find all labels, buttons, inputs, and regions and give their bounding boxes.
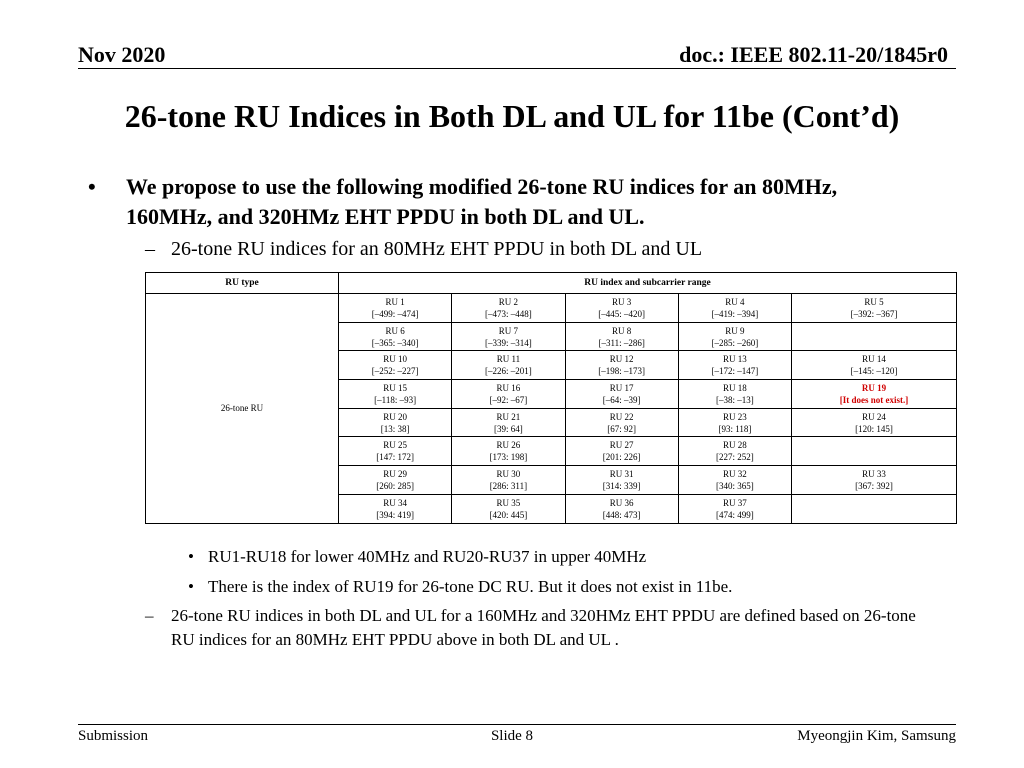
ru-subcarrier-range: [–38: –13]	[716, 394, 754, 405]
table-row	[146, 294, 957, 323]
ru-name: RU 4	[725, 296, 745, 307]
ru-cell	[452, 466, 565, 495]
ru-cell	[452, 322, 565, 351]
ru-subcarrier-range: [It does not exist.]	[839, 394, 909, 405]
ru-cell	[565, 408, 678, 437]
ru-cell	[452, 351, 565, 380]
ru-name: RU 2	[498, 296, 519, 307]
ru-name: RU 28	[723, 440, 747, 451]
ru-name: RU 30	[496, 468, 521, 479]
table-body	[146, 294, 957, 524]
ru-cell	[792, 380, 957, 409]
ru-subcarrier-range: [–226: –201]	[485, 366, 532, 377]
note-item	[188, 546, 646, 568]
ru-name: RU 23	[723, 411, 747, 422]
ru-name: RU 12	[609, 354, 634, 365]
sub-bullet-final	[145, 604, 935, 652]
ru-subcarrier-range: [39: 64]	[494, 423, 523, 434]
footer-divider	[78, 724, 956, 725]
footer-submission: Submission	[78, 728, 149, 744]
dash-icon: –	[145, 606, 154, 625]
ru-subcarrier-range: [–64: –39]	[602, 394, 641, 405]
footer-author: Myeongjin Kim, Samsung	[797, 728, 956, 744]
ru-name: RU 35	[496, 497, 521, 508]
ru-cell	[565, 294, 678, 323]
ru-cell	[678, 351, 791, 380]
ru-cell	[792, 408, 957, 437]
ru-subcarrier-range: [286: 311]	[489, 480, 528, 491]
ru-name: RU 27	[609, 440, 634, 451]
ru-name: RU 1	[385, 296, 405, 307]
ru-subcarrier-range: [67: 92]	[607, 423, 637, 434]
ru-name: RU 6	[385, 325, 405, 336]
ru-subcarrier-range: [–311: –286]	[598, 337, 645, 348]
ru-cell	[792, 437, 957, 466]
ru-name: RU 20	[383, 411, 408, 422]
ru-cell	[452, 437, 565, 466]
ru-subcarrier-range: [–285: –260]	[711, 337, 759, 348]
ru-subcarrier-range: [–473: –448]	[485, 308, 532, 319]
ru-subcarrier-range: [394: 419]	[376, 509, 414, 520]
ru-cell	[565, 351, 678, 380]
ru-cell	[339, 494, 452, 523]
ru-subcarrier-range: [–145: –120]	[850, 366, 898, 377]
ru-cell	[339, 294, 452, 323]
ru-subcarrier-range: [314: 339]	[602, 480, 641, 491]
bullet-dot-icon: •	[188, 577, 194, 596]
ru-index-table	[145, 272, 957, 524]
ru-name: RU 11	[496, 354, 521, 365]
ru-name: RU 34	[383, 497, 408, 508]
ru-cell	[565, 437, 678, 466]
ru-name: RU 18	[723, 382, 747, 393]
col-header-ru-index: RU index and subcarrier range	[339, 273, 957, 294]
note-item	[188, 576, 732, 598]
ru-name: RU 33	[862, 468, 886, 479]
header-date: Nov 2020	[78, 42, 166, 67]
ru-subcarrier-range: [93: 118]	[718, 423, 752, 434]
ru-subcarrier-range: [448: 473]	[602, 509, 641, 520]
ru-name: RU 24	[862, 411, 886, 422]
ru-name: RU 16	[496, 382, 521, 393]
table-header-row	[146, 273, 957, 294]
ru-subcarrier-range: [–252: –227]	[371, 366, 419, 377]
ru-cell	[678, 322, 791, 351]
ru-subcarrier-range: [–365: –340]	[371, 337, 419, 348]
header-divider	[78, 68, 956, 69]
ru-cell	[452, 380, 565, 409]
main-bullet-text: We propose to use the following modified 26-tone RU indices for an 80MHz, 160MHz, and 320HMz EHT PPDU in both DL and UL.	[126, 174, 838, 229]
ru-subcarrier-range: [–392: –367]	[850, 308, 898, 319]
ru-cell	[339, 380, 452, 409]
ru-name: RU 31	[609, 468, 634, 479]
ru-cell	[339, 322, 452, 351]
footer-slide-number: Slide 8	[490, 728, 534, 744]
bullet-dot-icon: •	[188, 547, 194, 566]
ru-cell	[792, 466, 957, 495]
header-doc-id: doc.: IEEE 802.11-20/1845r0	[679, 42, 948, 67]
ru-subcarrier-range: [–172: –147]	[711, 366, 759, 377]
dash-icon: –	[145, 238, 155, 260]
main-bullet	[88, 172, 888, 232]
ru-cell	[339, 351, 452, 380]
ru-name: RU 3	[612, 296, 632, 307]
ru-cell	[452, 294, 565, 323]
slide-title: 26-tone RU Indices in Both DL and UL for 11be (Cont’d)	[124, 98, 900, 134]
ru-cell	[339, 408, 452, 437]
ru-subcarrier-range: [–198: –173]	[598, 366, 646, 377]
ru-subcarrier-range: [–339: –314]	[485, 337, 532, 348]
ru-subcarrier-range: [–419: –394]	[711, 308, 759, 319]
note-text: RU1-RU18 for lower 40MHz and RU20-RU37 in upper 40MHz	[208, 547, 647, 566]
ru-subcarrier-range: [–445: –420]	[598, 308, 646, 319]
ru-cell	[792, 351, 957, 380]
ru-cell	[452, 494, 565, 523]
sub-bullet-heading-text: 26-tone RU indices for an 80MHz EHT PPDU in both DL and UL	[171, 238, 703, 260]
ru-subcarrier-range: [227: 252]	[716, 452, 754, 463]
ru-cell	[565, 380, 678, 409]
ru-cell	[565, 466, 678, 495]
ru-name: RU 32	[723, 468, 747, 479]
ru-subcarrier-range: [474: 499]	[716, 509, 754, 520]
ru-name: RU 36	[609, 497, 634, 508]
ru-name: RU 29	[383, 468, 408, 479]
ru-name: RU 15	[383, 382, 408, 393]
col-header-ru-type: RU type	[146, 273, 339, 294]
ru-subcarrier-range: [173: 198]	[489, 452, 528, 463]
ru-cell	[792, 322, 957, 351]
ru-name: RU 25	[383, 440, 408, 451]
ru-name: RU 19	[861, 382, 887, 393]
ru-subcarrier-range: [340: 365]	[716, 480, 754, 491]
ru-cell	[678, 494, 791, 523]
ru-cell	[678, 294, 791, 323]
ru-cell	[452, 408, 565, 437]
ru-name: RU 9	[725, 325, 745, 336]
ru-name: RU 5	[864, 296, 884, 307]
ru-name: RU 14	[862, 354, 886, 365]
ru-cell	[339, 437, 452, 466]
note-text: There is the index of RU19 for 26-tone DC RU. But it does not exist in 11be.	[208, 577, 733, 596]
ru-name: RU 26	[496, 440, 521, 451]
ru-subcarrier-range: [367: 392]	[855, 480, 893, 491]
ru-cell	[339, 466, 452, 495]
ru-name: RU 13	[723, 354, 747, 365]
ru-name: RU 7	[498, 325, 519, 336]
ru-cell	[792, 494, 957, 523]
ru-name: RU 22	[609, 411, 634, 422]
ru-type-cell: 26-tone RU	[146, 294, 339, 524]
ru-name: RU 8	[612, 325, 632, 336]
ru-cell	[565, 494, 678, 523]
ru-subcarrier-range: [–92: –67]	[489, 394, 528, 405]
ru-name: RU 10	[383, 354, 408, 365]
ru-cell	[792, 294, 957, 323]
ru-subcarrier-range: [147: 172]	[376, 452, 414, 463]
sub-bullet-heading	[145, 236, 702, 262]
ru-subcarrier-range: [260: 285]	[376, 480, 414, 491]
ru-name: RU 37	[723, 497, 747, 508]
ru-subcarrier-range: [13: 38]	[380, 423, 410, 434]
ru-cell	[678, 466, 791, 495]
bullet-dot-icon: •	[88, 174, 96, 199]
ru-cell	[565, 322, 678, 351]
sub-bullet-final-text: 26-tone RU indices in both DL and UL for a 160MHz and 320HMz EHT PPDU are defined based on 26-tone RU indices for an 80MHz EHT PPDU above in both DL and UL .	[171, 606, 916, 649]
ru-subcarrier-range: [120: 145]	[855, 423, 893, 434]
ru-subcarrier-range: [201: 226]	[602, 452, 641, 463]
ru-subcarrier-range: [–499: –474]	[371, 308, 419, 319]
ru-cell	[678, 408, 791, 437]
ru-cell	[678, 380, 791, 409]
ru-subcarrier-range: [420: 445]	[489, 509, 528, 520]
ru-name: RU 17	[609, 382, 634, 393]
ru-name: RU 21	[496, 411, 521, 422]
ru-subcarrier-range: [–118: –93]	[374, 394, 417, 405]
ru-cell	[678, 437, 791, 466]
